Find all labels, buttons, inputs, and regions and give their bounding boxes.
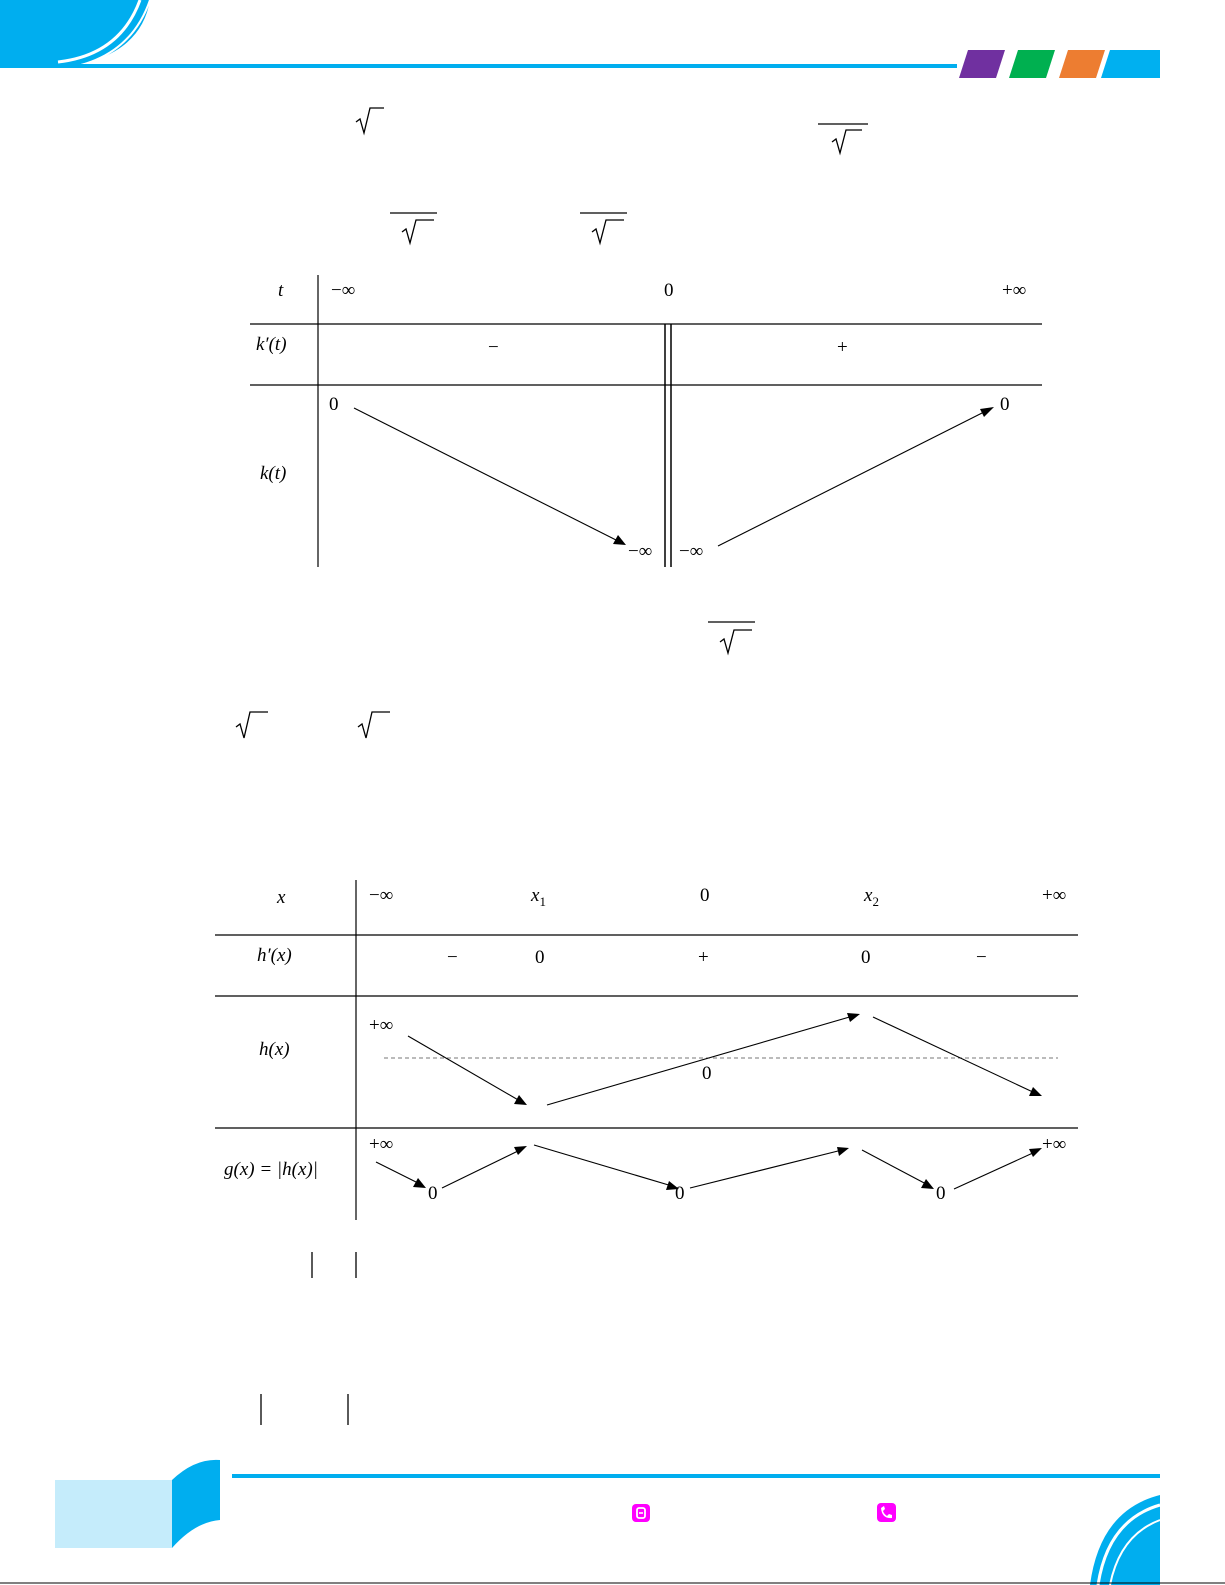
table2-deriv-label: h′(x) [257, 945, 292, 966]
table1-zero: 0 [664, 280, 674, 301]
table2-abs-zero-1: 0 [428, 1183, 438, 1204]
header-corner-logo [0, 0, 150, 70]
table1-var-label: t [278, 280, 284, 301]
table2-x2: $x_2$ [864, 885, 879, 909]
table2-abs-zero-3: 0 [936, 1183, 946, 1204]
table2-func-start: +∞ [369, 1015, 394, 1036]
table1-deriv-label: k′(t) [256, 334, 287, 355]
table1-sign-right: + [837, 337, 848, 358]
table2-pos-inf: +∞ [1042, 885, 1067, 906]
header-tab-purple [959, 50, 1005, 78]
table1-bottom-left: −∞ [628, 541, 653, 562]
table2-abs-start: +∞ [369, 1134, 394, 1155]
footer-rule [232, 1474, 1160, 1478]
footer-book-logo [55, 1460, 220, 1548]
math-fragments [236, 108, 868, 1425]
table1-arrows [354, 407, 994, 546]
table2-func-zero: 0 [702, 1063, 712, 1084]
table1-bottom-right: −∞ [679, 541, 704, 562]
table2-abs-zero-2: 0 [675, 1183, 685, 1204]
footer-corner-logo [1090, 1495, 1160, 1585]
table2-h-arrows [408, 1013, 1042, 1105]
table1-pos-inf: +∞ [1002, 280, 1027, 301]
table2-abs-label: g(x) = |h(x)| [224, 1159, 318, 1180]
table2-grid [215, 880, 1078, 1220]
table2-x2-text: 2 [872, 893, 879, 909]
table1-func-label: k(t) [260, 463, 287, 484]
table2-var-label: x [277, 887, 286, 908]
table1-top-left: 0 [329, 394, 339, 415]
header-tab-orange [1059, 50, 1105, 78]
table1-sign-left: − [488, 337, 499, 358]
table2-func-label: h(x) [259, 1039, 290, 1060]
phone-icon[interactable] [877, 1503, 896, 1522]
table2-neg-inf: −∞ [369, 885, 394, 906]
table2-x1-text: 1 [539, 893, 546, 909]
table2-x1: $x_1$ [531, 885, 546, 909]
table1-grid [250, 275, 1042, 567]
table2-abs-end: +∞ [1042, 1134, 1067, 1155]
table2-zero: 0 [700, 885, 710, 906]
table2-sign-2: + [698, 947, 709, 968]
header-tab-green [1009, 50, 1055, 78]
header-tab-blue [1101, 50, 1160, 78]
table1-top-right: 0 [1000, 394, 1010, 415]
table2-deriv-zero-1: 0 [535, 947, 545, 968]
blogger-icon[interactable] [632, 1504, 650, 1522]
table2-sign-1: − [447, 947, 458, 968]
header-rule [52, 64, 957, 68]
table2-deriv-zero-2: 0 [861, 947, 871, 968]
table1-neg-inf: −∞ [331, 280, 356, 301]
table2-sign-3: − [976, 947, 987, 968]
